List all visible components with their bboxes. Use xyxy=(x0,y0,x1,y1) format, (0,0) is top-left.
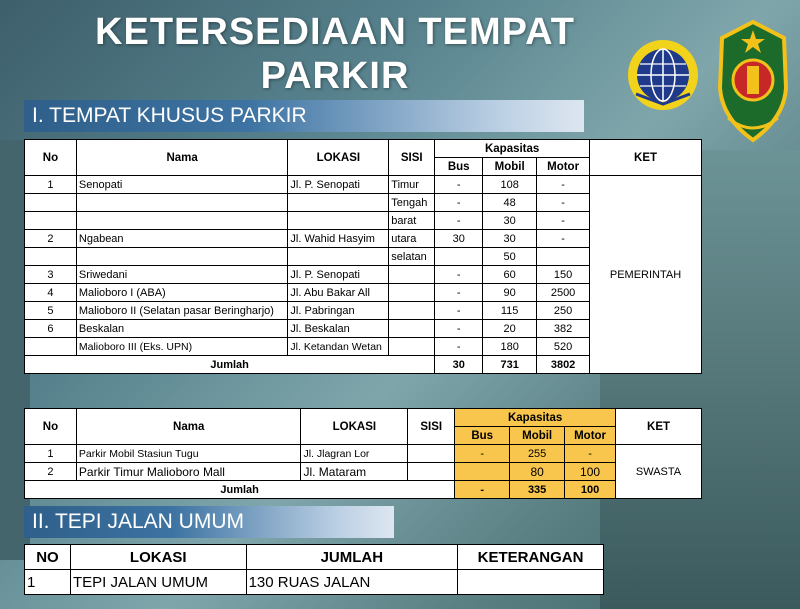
cell-lokasi: Jl. P. Senopati xyxy=(288,176,389,194)
cell-mobil: 115 xyxy=(483,302,537,320)
cell-motor: - xyxy=(565,445,616,463)
total-label: Jumlah xyxy=(25,481,455,499)
cell-ket: SWASTA xyxy=(616,445,702,499)
cell-sisi xyxy=(408,463,455,481)
total-mobil: 731 xyxy=(483,356,537,374)
cell-no: 2 xyxy=(25,230,77,248)
col-kapasitas: Kapasitas xyxy=(435,140,590,158)
col-motor: Motor xyxy=(537,158,590,176)
section-heading-2: II. TEPI JALAN UMUM xyxy=(24,506,394,538)
cell-bus: - xyxy=(435,302,483,320)
cell-nama: Sriwedani xyxy=(76,266,288,284)
cell-nama: Beskalan xyxy=(76,320,288,338)
cell-nama xyxy=(76,194,288,212)
cell-nama: Senopati xyxy=(76,176,288,194)
col-nama: Nama xyxy=(76,409,301,445)
col-sisi: SISI xyxy=(389,140,435,176)
cell-motor: 150 xyxy=(537,266,590,284)
yogyakarta-emblem-icon xyxy=(714,18,792,148)
table-khusus-parkir xyxy=(24,139,702,374)
cell-mobil: 30 xyxy=(483,212,537,230)
cell-lokasi xyxy=(288,194,389,212)
col-no: No xyxy=(25,409,77,445)
cell-mobil: 50 xyxy=(483,248,537,266)
col-bus: Bus xyxy=(455,427,510,445)
total-label: Jumlah xyxy=(25,356,435,374)
total-bus: 30 xyxy=(435,356,483,374)
cell-mobil: 90 xyxy=(483,284,537,302)
cell-motor xyxy=(537,248,590,266)
cell-bus xyxy=(435,248,483,266)
cell-lokasi: Jl. Beskalan xyxy=(288,320,389,338)
col-mobil: Mobil xyxy=(483,158,537,176)
col-no: No xyxy=(25,140,77,176)
cell-lokasi: Jl. Ketandan Wetan xyxy=(288,338,389,356)
cell-mobil: 60 xyxy=(483,266,537,284)
total-motor: 3802 xyxy=(537,356,590,374)
cell-bus: - xyxy=(435,338,483,356)
cell-bus: 30 xyxy=(435,230,483,248)
cell-bus: - xyxy=(435,176,483,194)
cell-no: 2 xyxy=(25,463,77,481)
total-motor: 100 xyxy=(565,481,616,499)
cell-nama xyxy=(76,248,288,266)
col-ket: KET xyxy=(616,409,702,445)
table-tepi-jalan xyxy=(24,544,604,595)
total-bus: - xyxy=(455,481,510,499)
cell-sisi xyxy=(389,266,435,284)
cell-motor: - xyxy=(537,212,590,230)
col-jumlah: JUMLAH xyxy=(246,545,458,570)
section-heading-1: I. TEMPAT KHUSUS PARKIR xyxy=(24,100,584,132)
cell-sisi: barat xyxy=(389,212,435,230)
cell-mobil: 180 xyxy=(483,338,537,356)
cell-nama xyxy=(76,212,288,230)
col-sisi: SISI xyxy=(408,409,455,445)
total-mobil: 335 xyxy=(510,481,565,499)
table-row xyxy=(25,445,702,463)
cell-lokasi: Jl. Mataram xyxy=(301,463,408,481)
cell-sisi xyxy=(389,284,435,302)
total-row xyxy=(25,481,702,499)
cell-no: 6 xyxy=(25,320,77,338)
cell-nama: Malioboro III (Eks. UPN) xyxy=(76,338,288,356)
title-line-1: KETERSEDIAAN TEMPAT xyxy=(95,11,575,53)
cell-lokasi: TEPI JALAN UMUM xyxy=(70,570,246,595)
cell-no: 5 xyxy=(25,302,77,320)
cell-bus: - xyxy=(435,320,483,338)
cell-nama: Malioboro II (Selatan pasar Beringharjo) xyxy=(76,302,288,320)
cell-mobil: 80 xyxy=(510,463,565,481)
cell-lokasi: Jl. Pabringan xyxy=(288,302,389,320)
cell-bus: - xyxy=(435,266,483,284)
col-nama: Nama xyxy=(76,140,288,176)
cell-bus: - xyxy=(435,194,483,212)
cell-mobil: 30 xyxy=(483,230,537,248)
cell-lokasi: Jl. Jlagran Lor xyxy=(301,445,408,463)
cell-motor: 100 xyxy=(565,463,616,481)
cell-lokasi xyxy=(288,248,389,266)
cell-lokasi xyxy=(288,212,389,230)
cell-jumlah: 130 RUAS JALAN xyxy=(246,570,458,595)
cell-no: 3 xyxy=(25,266,77,284)
col-mobil: Mobil xyxy=(510,427,565,445)
page-title xyxy=(50,10,620,98)
cell-sisi: Tengah xyxy=(389,194,435,212)
table-swasta-parkir xyxy=(24,408,702,499)
col-bus: Bus xyxy=(435,158,483,176)
cell-ket: PEMERINTAH xyxy=(590,176,702,374)
col-keterangan: KETERANGAN xyxy=(458,545,604,570)
cell-motor: 2500 xyxy=(537,284,590,302)
cell-nama: Parkir Timur Malioboro Mall xyxy=(76,463,301,481)
col-motor: Motor xyxy=(565,427,616,445)
col-lokasi: LOKASI xyxy=(70,545,246,570)
table-row xyxy=(25,463,702,481)
cell-nama: Parkir Mobil Stasiun Tugu xyxy=(76,445,301,463)
cell-mobil: 108 xyxy=(483,176,537,194)
cell-sisi: selatan xyxy=(389,248,435,266)
cell-no xyxy=(25,194,77,212)
cell-sisi xyxy=(408,445,455,463)
cell-sisi: Timur xyxy=(389,176,435,194)
cell-motor: 520 xyxy=(537,338,590,356)
cell-lokasi: Jl. P. Senopati xyxy=(288,266,389,284)
table-row xyxy=(25,570,604,595)
cell-sisi xyxy=(389,338,435,356)
cell-mobil: 255 xyxy=(510,445,565,463)
col-kapasitas: Kapasitas xyxy=(455,409,616,427)
cell-no xyxy=(25,338,77,356)
cell-motor: 382 xyxy=(537,320,590,338)
cell-sisi xyxy=(389,320,435,338)
cell-keterangan xyxy=(458,570,604,595)
cell-mobil: 20 xyxy=(483,320,537,338)
col-ket: KET xyxy=(590,140,702,176)
cell-no: 1 xyxy=(25,570,71,595)
cell-bus: - xyxy=(435,284,483,302)
col-lokasi: LOKASI xyxy=(301,409,408,445)
cell-no: 4 xyxy=(25,284,77,302)
cell-sisi xyxy=(389,302,435,320)
col-lokasi: LOKASI xyxy=(288,140,389,176)
cell-bus xyxy=(455,463,510,481)
cell-lokasi: Jl. Wahid Hasyim xyxy=(288,230,389,248)
cell-lokasi: Jl. Abu Bakar All xyxy=(288,284,389,302)
cell-motor: 250 xyxy=(537,302,590,320)
cell-nama: Malioboro I (ABA) xyxy=(76,284,288,302)
cell-motor: - xyxy=(537,230,590,248)
table-row xyxy=(25,176,702,194)
cell-motor: - xyxy=(537,176,590,194)
dishub-logo-icon xyxy=(626,38,700,112)
cell-bus: - xyxy=(435,212,483,230)
cell-no: 1 xyxy=(25,176,77,194)
cell-nama: Ngabean xyxy=(76,230,288,248)
cell-mobil: 48 xyxy=(483,194,537,212)
cell-no xyxy=(25,212,77,230)
cell-bus: - xyxy=(455,445,510,463)
cell-no xyxy=(25,248,77,266)
cell-sisi: utara xyxy=(389,230,435,248)
title-line-2: PARKIR xyxy=(260,55,410,97)
cell-motor: - xyxy=(537,194,590,212)
col-no: NO xyxy=(25,545,71,570)
cell-no: 1 xyxy=(25,445,77,463)
